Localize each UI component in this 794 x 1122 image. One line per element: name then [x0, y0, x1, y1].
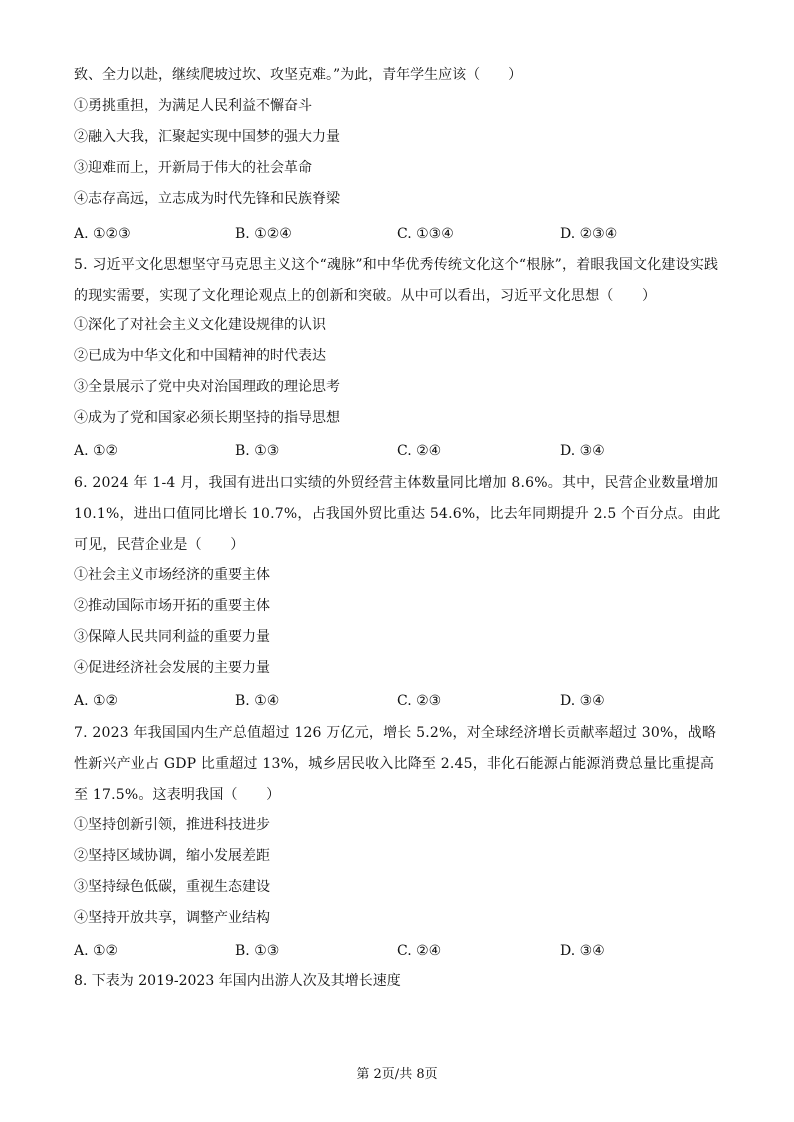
q5-option-3: ③全景展示了党中央对治国理政的理论思考 [74, 379, 340, 395]
q5-option-2: ②已成为中华文化和中国精神的时代表达 [74, 348, 326, 364]
q4-option-1: ①勇挑重担，为满足人民利益不懈奋斗 [74, 98, 312, 114]
page-footer: 第 2页/共 8页 [356, 1067, 438, 1082]
q4-option-2: ②融入大我，汇聚起实现中国梦的强大力量 [74, 129, 340, 145]
q8-stem: 8. 下表为 2019-2023 年国内出游人次及其增长速度 [74, 973, 401, 989]
q5-choices [74, 442, 724, 460]
q5-choice-c: C. ②④ [397, 443, 442, 459]
q7-choice-c: C. ②④ [397, 943, 442, 959]
q6-choice-b: B. ①④ [235, 693, 280, 709]
q6-stem: 6. 2024 年 1-4 月，我国有进出口实绩的外贸经营主体数量同比增加 8.6%。其中，民营企业数量增加 10.1%，进出口值同比增长 10.7%，占我国外贸比重达 54.6%，比去年同期提升 2.5 个百分点。由此可见，民营企业是（ ） [74, 475, 721, 553]
q5-option-4: ④成为了党和国家必须长期坚持的指导思想 [74, 410, 340, 426]
q6-choice-c: C. ②③ [397, 693, 442, 709]
q4-choice-a: A. ①②③ [74, 226, 131, 242]
q6-option-2: ②推动国际市场开拓的重要主体 [74, 598, 270, 614]
q4-choice-d: D. ②③④ [560, 226, 618, 242]
q7-option-3: ③坚持绿色低碳，重视生态建设 [74, 879, 270, 895]
q6-option-1: ①社会主义市场经济的重要主体 [74, 567, 270, 583]
q7-choice-b: B. ①③ [235, 943, 280, 959]
q4-option-4: ④志存高远，立志成为时代先锋和民族脊梁 [74, 191, 340, 207]
q5-choice-a: A. ①② [74, 443, 119, 459]
q4-choice-b: B. ①②④ [235, 226, 292, 242]
q4-option-3: ③迎难而上，开新局于伟大的社会革命 [74, 160, 312, 176]
q4-stem-tail: 致、全力以赴，继续爬坡过坎、攻坚克难。”为此，青年学生应该（ ） [74, 67, 523, 83]
q7-stem: 7. 2023 年我国国内生产总值超过 126 万亿元，增长 5.2%，对全球经济增长贡献率超过 30%，战略性新兴产业占 GDP 比重超过 13%，城乡居民收入比降至 2.45，非化石能源占能源消费总量比重提高至 17.5%。这表明我国（ ） [74, 725, 717, 803]
q6-choice-d: D. ③④ [560, 693, 605, 709]
q5-stem: 5. 习近平文化思想坚守马克思主义这个“魂脉”和中华优秀传统文化这个“根脉”，着眼我国文化建设实践的现实需要，实现了文化理论观点上的创新和突破。从中可以看出，习近平文化思想（ ） [74, 257, 719, 304]
q7-choices [74, 942, 724, 960]
q6-option-3: ③保障人民共同利益的重要力量 [74, 629, 270, 645]
q7-option-4: ④坚持开放共享，调整产业结构 [74, 910, 270, 926]
q5-choice-b: B. ①③ [235, 443, 280, 459]
q6-choices [74, 692, 724, 710]
q4-choice-c: C. ①③④ [397, 226, 454, 242]
q4-choices [74, 225, 724, 243]
q5-choice-d: D. ③④ [560, 443, 605, 459]
q7-option-2: ②坚持区域协调，缩小发展差距 [74, 848, 270, 864]
q7-choice-d: D. ③④ [560, 943, 605, 959]
q6-option-4: ④促进经济社会发展的主要力量 [74, 660, 270, 676]
q7-option-1: ①坚持创新引领，推进科技进步 [74, 817, 270, 833]
q7-choice-a: A. ①② [74, 943, 119, 959]
q6-choice-a: A. ①② [74, 693, 119, 709]
q5-option-1: ①深化了对社会主义文化建设规律的认识 [74, 317, 326, 333]
